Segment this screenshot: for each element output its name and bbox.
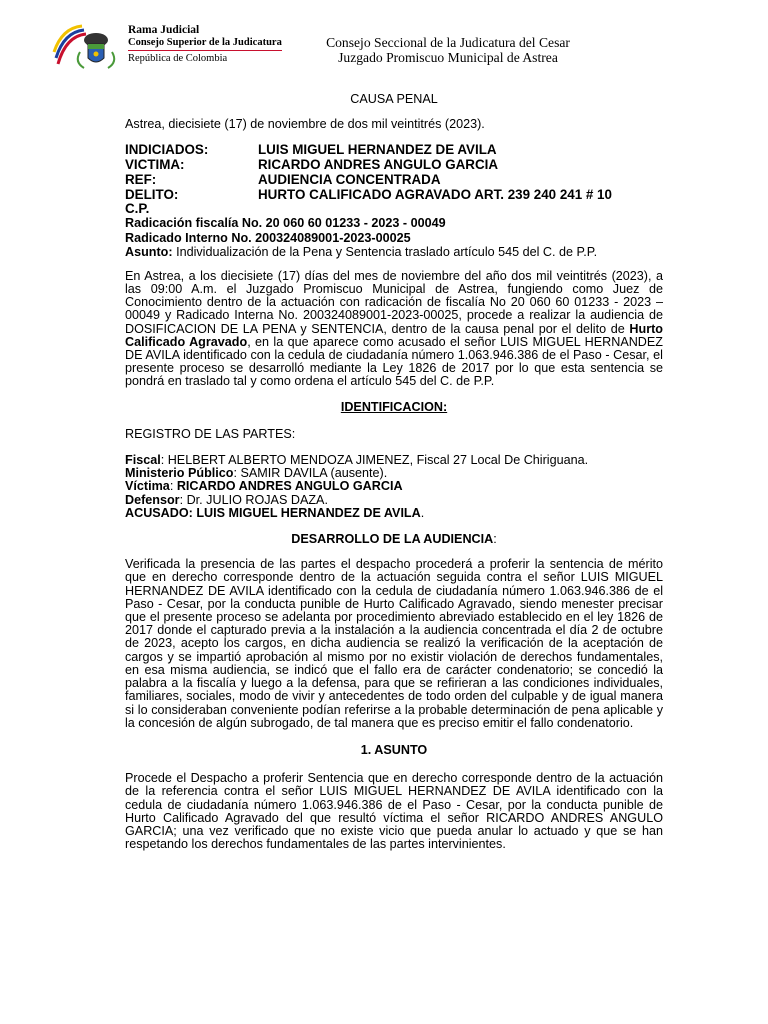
ref-value: AUDIENCIA CONCENTRADA [258,172,441,188]
court-line-1: Consejo Seccional de la Judicatura del Cesar [326,35,570,50]
document-title: CAUSA PENAL [350,92,438,106]
colombia-coat-of-arms-logo [52,22,122,72]
document-body [125,93,663,851]
victima-value: RICARDO ANDRES ANGULO GARCIA [258,157,499,173]
asunto-label: Asunto: [125,244,173,259]
asunto-paragraph: Procede el Despacho a proferir Sentencia que en derecho corresponde dentro de la actuación de la referencia contra el señor LUIS MIGUEL HERNANDEZ DE AVILA identificado con la cedula de ciudadanía número 1.063.946.386 de el Paso - Cesar, por la conducta punible de Hurto Calificado Agravado del que resultó víctima el señor RICARDO ANDRES ANGULO GARCIA; una vez verificado que no existe vicio que pueda anular lo actuado y que se han respetando los derechos fundamentales de las partes intervinientes. [125,771,663,852]
court-line-2: Juzgado Promiscuo Municipal de Astrea [338,50,558,65]
asunto-line [125,245,663,259]
acusado-end: . [420,505,425,520]
delito-continuation: C.P. [125,201,150,217]
letterhead [52,22,572,72]
parties-list [125,454,663,520]
registro-partes: REGISTRO DE LAS PARTES: [125,426,296,441]
desarrollo-heading: DESARROLLO DE LA AUDIENCIA [291,532,494,547]
case-info [125,142,663,258]
acusado-row [125,507,663,520]
defensor-label: Defensor [125,492,180,507]
intro-text-bold: Hurto Calificado Agravado [125,321,663,349]
delito-value: HURTO CALIFICADO AGRAVADO ART. 239 240 241 # 10 [258,187,612,203]
radicacion-fiscalia: Radicación fiscalía No. 20 060 60 01233 - 2023 - 00049 [125,216,446,231]
institution-block [128,24,282,66]
intro-paragraph [125,270,663,389]
defensor-value: : Dr. JULIO ROJAS DAZA. [179,492,328,507]
ref-label: REF: [125,172,157,188]
institution-line-1: Rama Judicial [128,24,200,36]
institution-line-2: Consejo Superior de la Judicatura [128,37,282,52]
victima2-value: RICARDO ANDRES ANGULO GARCIA [176,479,403,494]
court-name-block [288,35,608,65]
acusado-label: ACUSADO: LUIS MIGUEL HERNANDEZ DE AVILA [125,505,421,520]
asunto-value: Individualización de la Pena y Sentencia traslado artículo 545 del C. de P.P. [172,244,598,259]
delito-label: DELITO: [125,187,179,203]
institution-line-3: República de Colombia [128,53,228,64]
fiscal-value: : HELBERT ALBERTO MENDOZA JIMENEZ, Fiscal 27 Local De Chiriguana. [160,453,589,468]
indiciados-value: LUIS MIGUEL HERNANDEZ DE AVILA [258,142,497,158]
ministerio-label: Ministerio Público [125,466,234,481]
ministerio-value: : SAMIR DAVILA (ausente). [233,466,388,481]
fiscal-label: Fiscal [125,453,161,468]
identificacion-heading: IDENTIFICACION: [340,399,448,414]
victima-label: VICTIMA: [125,157,185,173]
desarrollo-colon: : [493,532,497,547]
desarrollo-paragraph: Verificada la presencia de las partes el despacho procederá a proferir la sentencia de mérito que en derecho corresponde dentro de la actuación seguida contra el señor LUIS MIGUEL HERNANDEZ DE AVILA identificado con la cedula de ciudadanía número 1.063.946.386 de el Paso - Cesar, por la conducta punible de Hurto Calificado Agravado, siendo menester precisar que el presente proceso se adelanta por procedimiento abreviado establecido en el ley 1826 de 2017 donde el capturado previa a la instalación a la audiencia concentrada el día 2 de octubre de 2023, acepto los cargos, en dicha audiencia se realizó la verificación de la aceptación de cargos y se impartió aprobación al mismo por no existir violación de derechos fundamentales, en esa misma audiencia, se indicó que el fallo era de carácter condenatorio; se concedió la palabra a la fiscalía y luego a la defensa, para que se refirieran a las condiciones individuales, familiares, sociales, modo de vivir y antecedentes de todo orden del culpable y de igual manera si lo consideraban conveniente podían referirse a la probable determinación de pena aplicable y la concesión de algún subrogado, de tal manera que es preciso emitir el fallo condenatorio. [125,557,663,730]
date-line: Astrea, diecisiete (17) de noviembre de dos mil veintitrés (2023). [125,117,485,132]
victima2-label: Víctima [125,479,170,494]
intro-text-a: En Astrea, a los diecisiete (17) días del mes de noviembre del año dos mil veintitrés (2023), a las 09:00 A.m. el Juzgado Promiscuo Municipal de Astrea, fungiendo como Juez de Conocimiento dentro de la actuación con radicación de fiscalía No 20 060 60 01233 - 2023 – 00049 y Radicado Interna No. 200324089001-2023-00025, procede a realizar la audiencia de DOSIFICACION DE LA PENA y SENTENCIA, dentro de la causa penal por el delito de [125,268,663,336]
victima2-sep: : [169,479,177,494]
radicado-interno: Radicado Interno No. 200324089001-2023-00025 [125,230,411,245]
intro-text-b: , en la que aparece como acusado el señor LUIS MIGUEL HERNANDEZ DE AVILA identificado con la cedula de ciudadanía número 1.063.946.386 de el Paso - Cesar, el presente proceso se desarrolló mediante la Ley 1826 de 2017 por lo que esta sentencia se pondrá en traslado tal y como ordena el artículo 545 del C. de P.P. [125,334,663,389]
desarrollo-heading-line [125,533,663,546]
asunto-heading: 1. ASUNTO [360,742,428,757]
indiciados-label: INDICIADOS: [125,142,209,158]
